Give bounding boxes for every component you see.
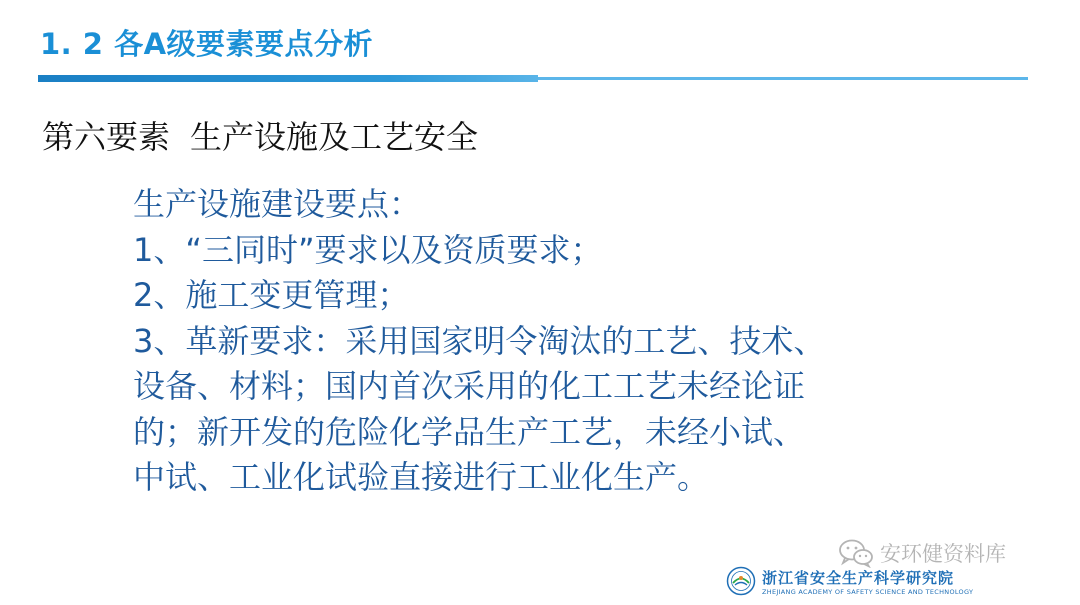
content-line: 中试、工业化试验直接进行工业化生产。 — [133, 458, 710, 496]
content-line: 的；新开发的危险化学品生产工艺，未经小试、 — [133, 412, 806, 451]
content-line: 2、施工变更管理； — [133, 276, 410, 314]
title-underline-accent — [38, 75, 538, 82]
watermark — [838, 538, 1006, 568]
content-line: 生产设施建设要点： — [133, 185, 422, 223]
academy-seal-icon — [726, 566, 756, 596]
content-line: 1、“三同时”要求以及资质要求； — [133, 230, 603, 269]
organization-name: 浙江省安全生产科学研究院 — [762, 568, 955, 587]
wechat-icon — [838, 538, 874, 568]
content-line: 3、革新要求：采用国家明令淘汰的工艺、技术、 — [133, 321, 826, 360]
organization-logo — [726, 566, 973, 596]
content-body — [133, 182, 923, 501]
section-heading — [42, 112, 478, 158]
section-title: 生产设施及工艺安全 — [190, 118, 479, 156]
watermark-text: 安环健资料库 — [880, 542, 1006, 566]
section-label: 第六要素 — [42, 118, 171, 156]
organization-name-english: ZHEJIANG ACADEMY OF SAFETY SCIENCE AND TECHNOLOGY — [762, 587, 974, 596]
content-line: 设备、材料；国内首次采用的化工工艺未经论证 — [133, 367, 806, 405]
slide-title: 1. 2 各A级要素要点分析 — [40, 27, 374, 61]
